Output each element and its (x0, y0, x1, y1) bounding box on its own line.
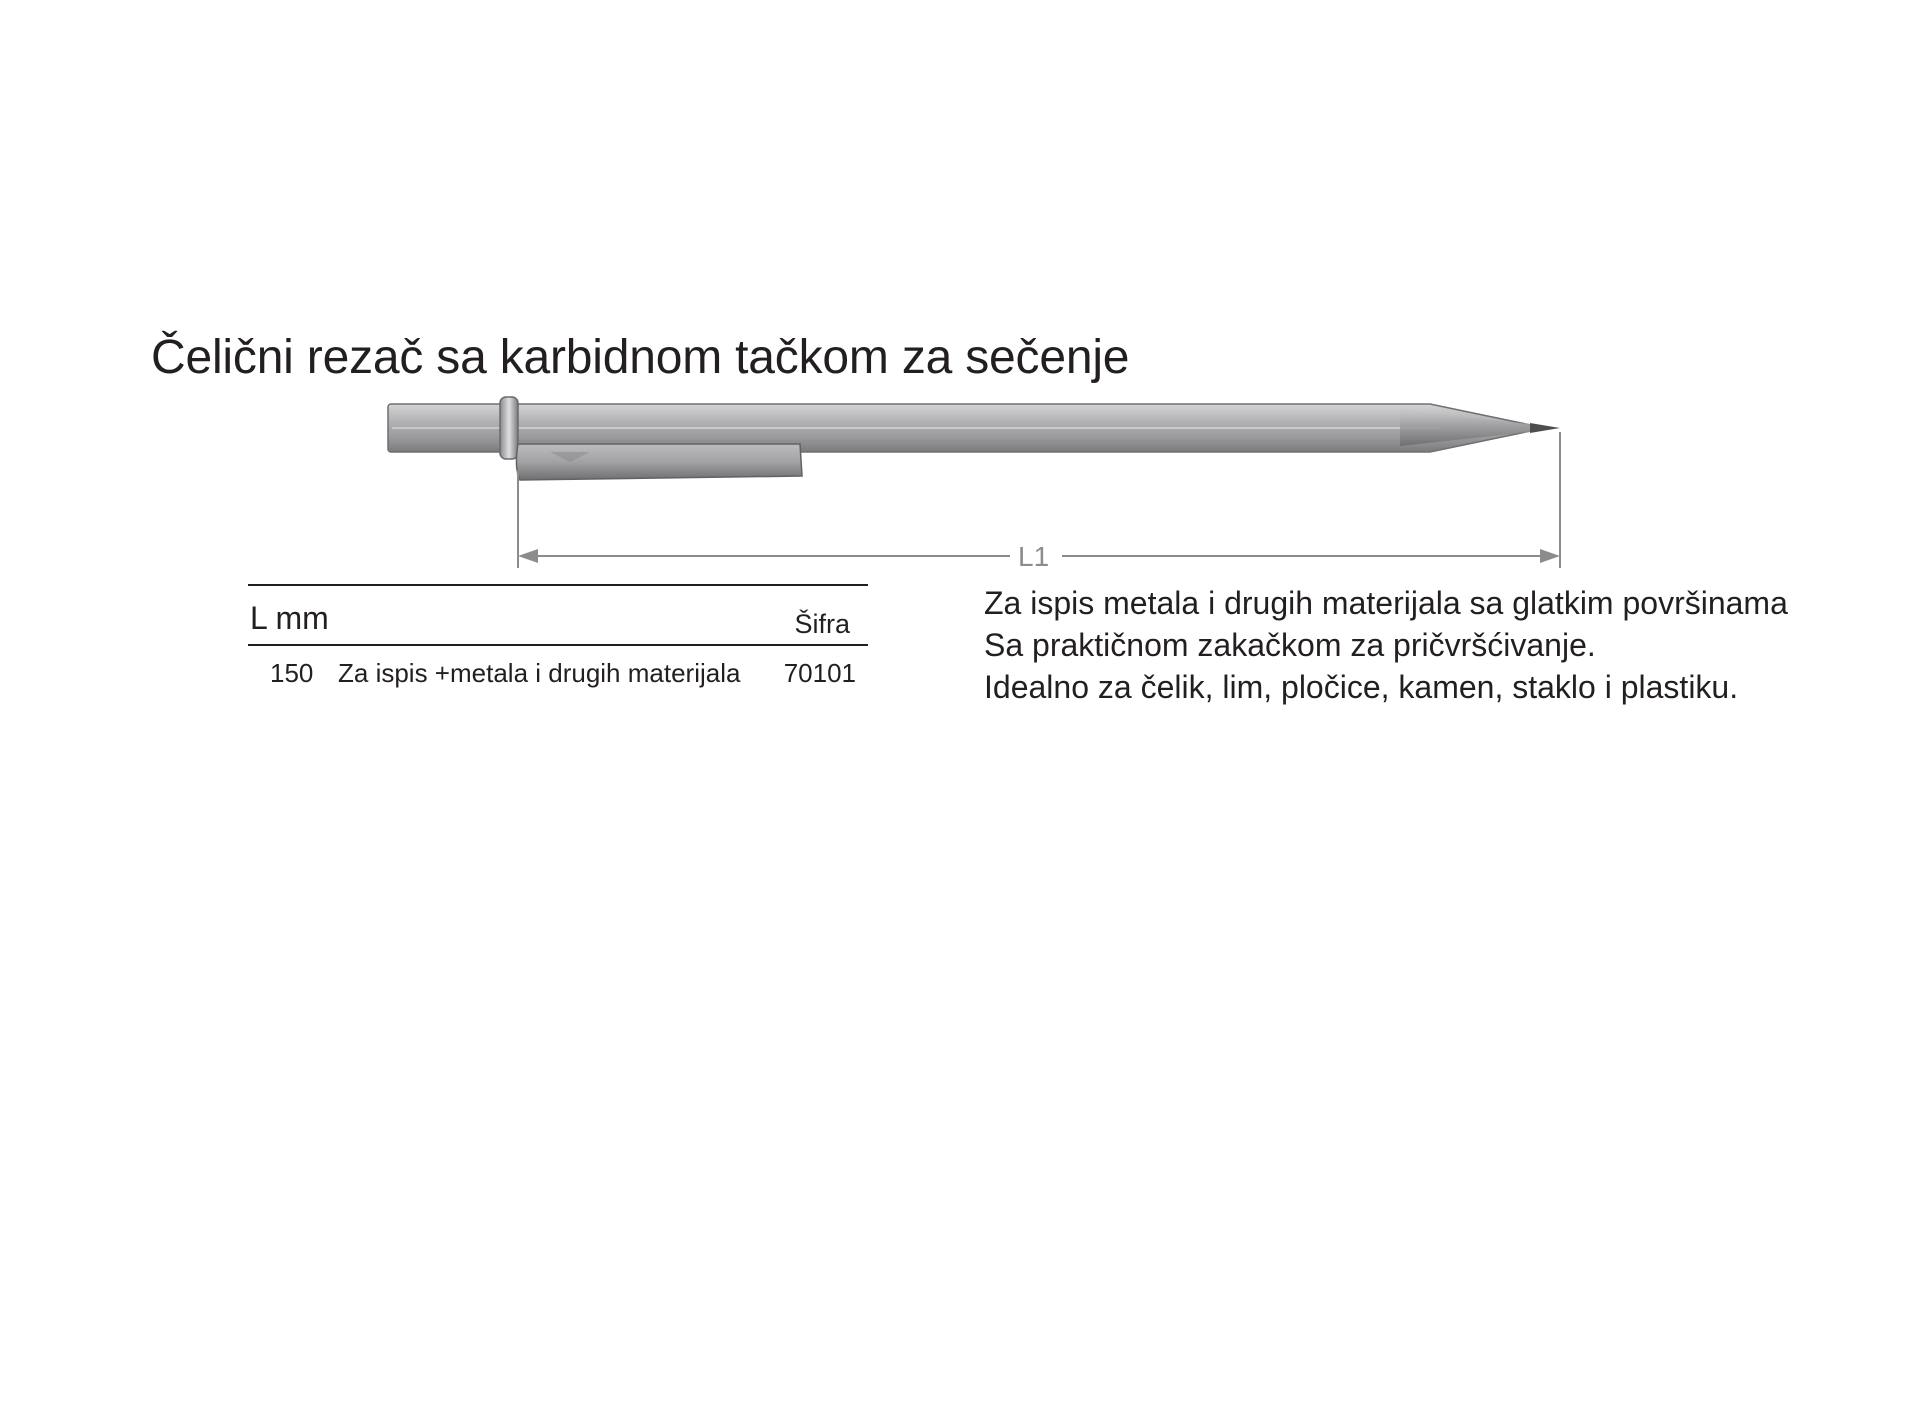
product-title: Čelični rezač sa karbidnom tačkom za sečenje (151, 331, 1130, 384)
spec-table (248, 584, 868, 692)
scriber-illustration (0, 0, 1920, 620)
feature-list (984, 582, 1788, 708)
pocket-clip (516, 444, 802, 480)
dimension-label: L1 (1018, 541, 1050, 572)
table-row (248, 646, 868, 692)
header-length: L mm (250, 600, 329, 636)
scriber-collar-ring (500, 397, 518, 459)
table-header (248, 586, 868, 646)
row-length: 150 (270, 658, 314, 688)
feature-line: Za ispis metala i drugih materijala sa glatkim površinama (984, 585, 1788, 621)
row-code: 70101 (783, 658, 856, 688)
scriber-end-cap (388, 404, 508, 452)
row-description: Za ispis +metala i drugih materijala (338, 658, 741, 688)
header-code: Šifra (794, 609, 850, 639)
feature-line: Sa praktičnom zakačkom za pričvršćivanje. (984, 627, 1596, 663)
feature-line: Idealno za čelik, lim, pločice, kamen, staklo i plastiku. (984, 669, 1739, 705)
